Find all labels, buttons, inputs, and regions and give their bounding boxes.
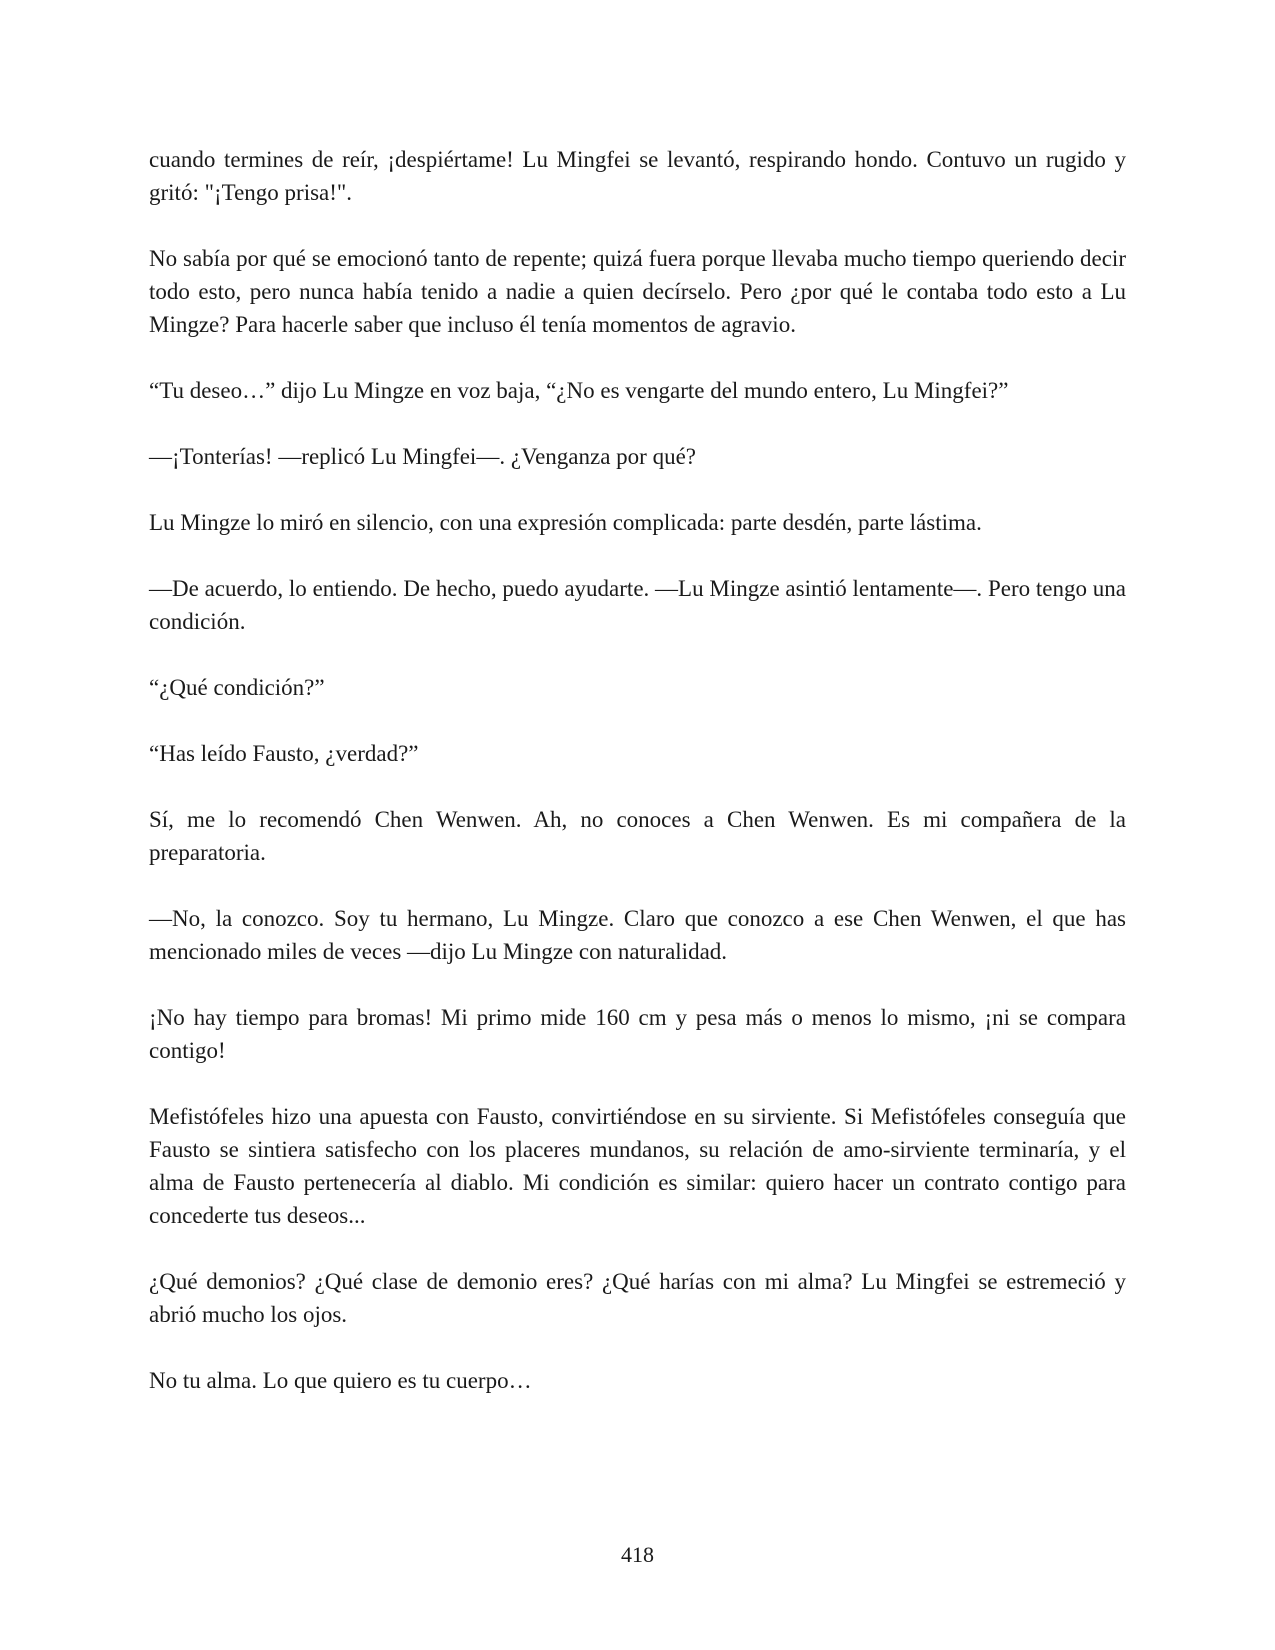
paragraph: “¿Qué condición?” [149,675,325,700]
paragraph: “Tu deseo…” dijo Lu Mingze en voz baja, “¿No es vengarte del mundo entero, Lu Mingfei?” [149,378,1009,403]
paragraph: Mefistófeles hizo una apuesta con Fausto, convirtiéndose en su sirviente. Si Mefistófeles conseguía que Fausto se sintiera satisfecho con los placeres mundanos, su relación de amo-sirviente terminaría, y el alma de Fausto pertenecería al diablo. Mi condición es similar: quiero hacer un contrato contigo para concederte tus deseos... [149,1104,1126,1228]
paragraph: cuando termines de reír, ¡despiértame! Lu Mingfei se levantó, respirando hondo. Contuvo un rugido y gritó: "¡Tengo prisa!". [149,147,1126,205]
paragraph: No tu alma. Lo que quiero es tu cuerpo… [149,1368,532,1393]
paragraph: ¡No hay tiempo para bromas! Mi primo mide 160 cm y pesa más o menos lo mismo, ¡ni se compara contigo! [149,1005,1126,1063]
paragraph: —¡Tonterías! —replicó Lu Mingfei—. ¿Venganza por qué? [149,444,697,469]
paragraph: ¿Qué demonios? ¿Qué clase de demonio eres? ¿Qué harías con mi alma? Lu Mingfei se estremeció y abrió mucho los ojos. [149,1269,1126,1327]
paragraph: —No, la conozco. Soy tu hermano, Lu Mingze. Claro que conozco a ese Chen Wenwen, el que has mencionado miles de veces —dijo Lu Mingze con naturalidad. [149,906,1126,964]
paragraph: Lu Mingze lo miró en silencio, con una expresión complicada: parte desdén, parte lástima. [149,510,982,535]
page-body [149,143,1126,1397]
paragraph: No sabía por qué se emocionó tanto de repente; quizá fuera porque llevaba mucho tiempo queriendo decir todo esto, pero nunca había tenido a nadie a quien decírselo. Pero ¿por qué le contaba todo esto a Lu Mingze? Para hacerle saber que incluso él tenía momentos de agravio. [149,246,1126,337]
page-number: 418 [621,1542,654,1567]
paragraph: “Has leído Fausto, ¿verdad?” [149,741,419,766]
paragraph: —De acuerdo, lo entiendo. De hecho, puedo ayudarte. —Lu Mingze asintió lentamente—. Pero tengo una condición. [149,576,1126,634]
paragraph: Sí, me lo recomendó Chen Wenwen. Ah, no conoces a Chen Wenwen. Es mi compañera de la preparatoria. [149,807,1126,865]
